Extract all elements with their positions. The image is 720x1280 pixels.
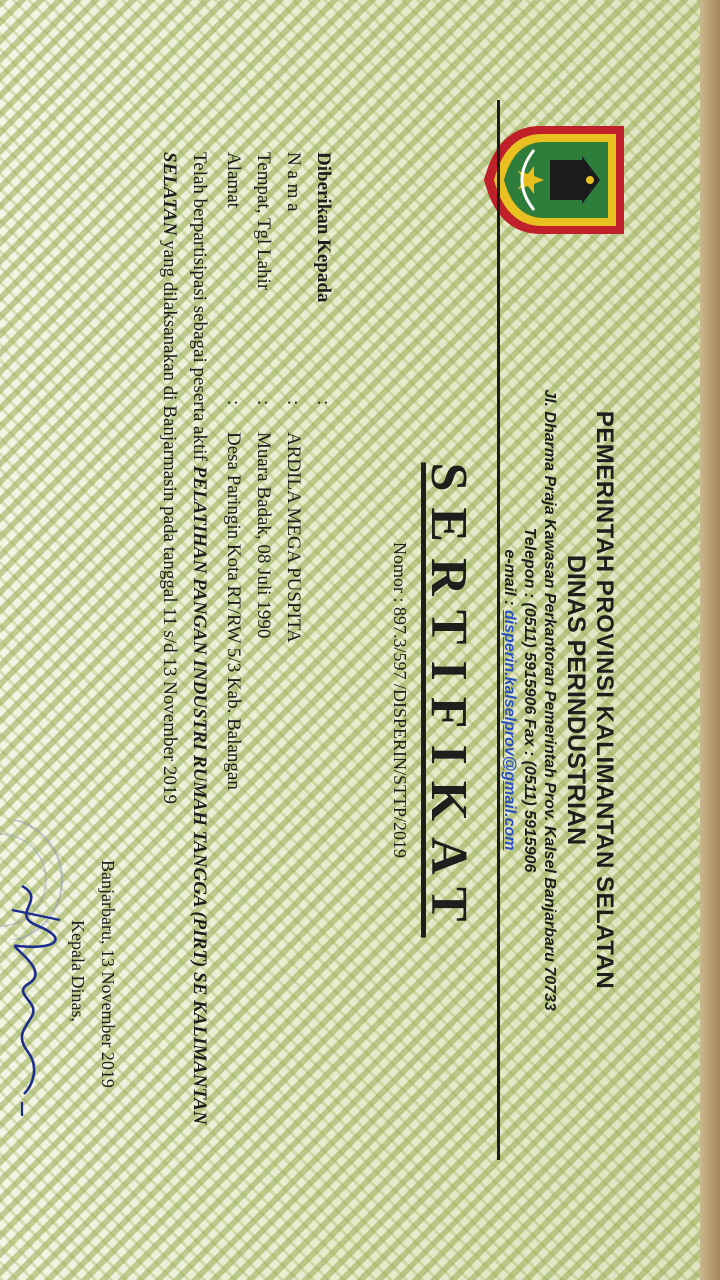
signatory-role: Kepala Dinas, bbox=[68, 920, 88, 1022]
table-edge bbox=[700, 0, 720, 1280]
provincial-coat-of-arms-icon bbox=[480, 120, 630, 240]
statement-part-1: Telah berpartisipasi sebagai peserta aktif bbox=[189, 152, 210, 466]
birth-label: Tempat, Tgl Lahir bbox=[253, 152, 274, 291]
given-to-colon: : bbox=[313, 400, 334, 406]
name-label: N a m a bbox=[283, 152, 304, 212]
certificate-title: SERTIFIKAT bbox=[420, 462, 477, 938]
given-to-label: Diberikan Kepada bbox=[313, 152, 334, 303]
participation-statement bbox=[154, 152, 214, 1192]
birth-colon: : bbox=[253, 400, 274, 406]
birth-value: Muara Badak, 08 Juli 1990 bbox=[253, 432, 274, 639]
header-government: PEMERINTAH PROVINSI KALIMANTAN SELATAN bbox=[591, 410, 618, 990]
header-email-line bbox=[500, 380, 518, 1020]
header-divider bbox=[497, 100, 500, 1160]
name-value: ARDILA MEGA PUSPITA bbox=[283, 432, 304, 643]
header-phone: Telepon : (0511) 5915906 Fax : (0511) 5915906 bbox=[521, 527, 538, 873]
header-agency: DINAS PERINDUSTRIAN bbox=[562, 554, 590, 846]
place-date: Banjarbaru, 13 November 2019 bbox=[98, 860, 118, 1088]
statement-part-2: yang dilaksanakan di Banjarmasin pada tanggal 11 s/d 13 November 2019 bbox=[159, 235, 180, 805]
training-name: PELATIHAN PANGAN INDUSTRI RUMAH TANGGA (PIRT) SE KALIMANTAN SELATAN bbox=[159, 152, 210, 1125]
address-colon: : bbox=[223, 400, 244, 406]
address-label: Alamat bbox=[223, 152, 244, 208]
email-link[interactable]: disperin.kalselprov@gmail.com bbox=[501, 609, 518, 851]
name-colon: : bbox=[283, 400, 304, 406]
email-label: e-mail : bbox=[501, 549, 518, 610]
address-value: Desa Paringin Kota RT/RW 5/3 Kab. Balangan bbox=[223, 432, 244, 790]
header-address: Jl. Dharma Praja Kawasan Perkantoran Pemerintah Prov. Kalsel Banjarbaru 70733 bbox=[541, 389, 558, 1011]
signature-icon bbox=[0, 880, 68, 1120]
certificate-number: Nomor : 897.3/597 /DISPERIN/STTP/2019 bbox=[390, 541, 410, 859]
